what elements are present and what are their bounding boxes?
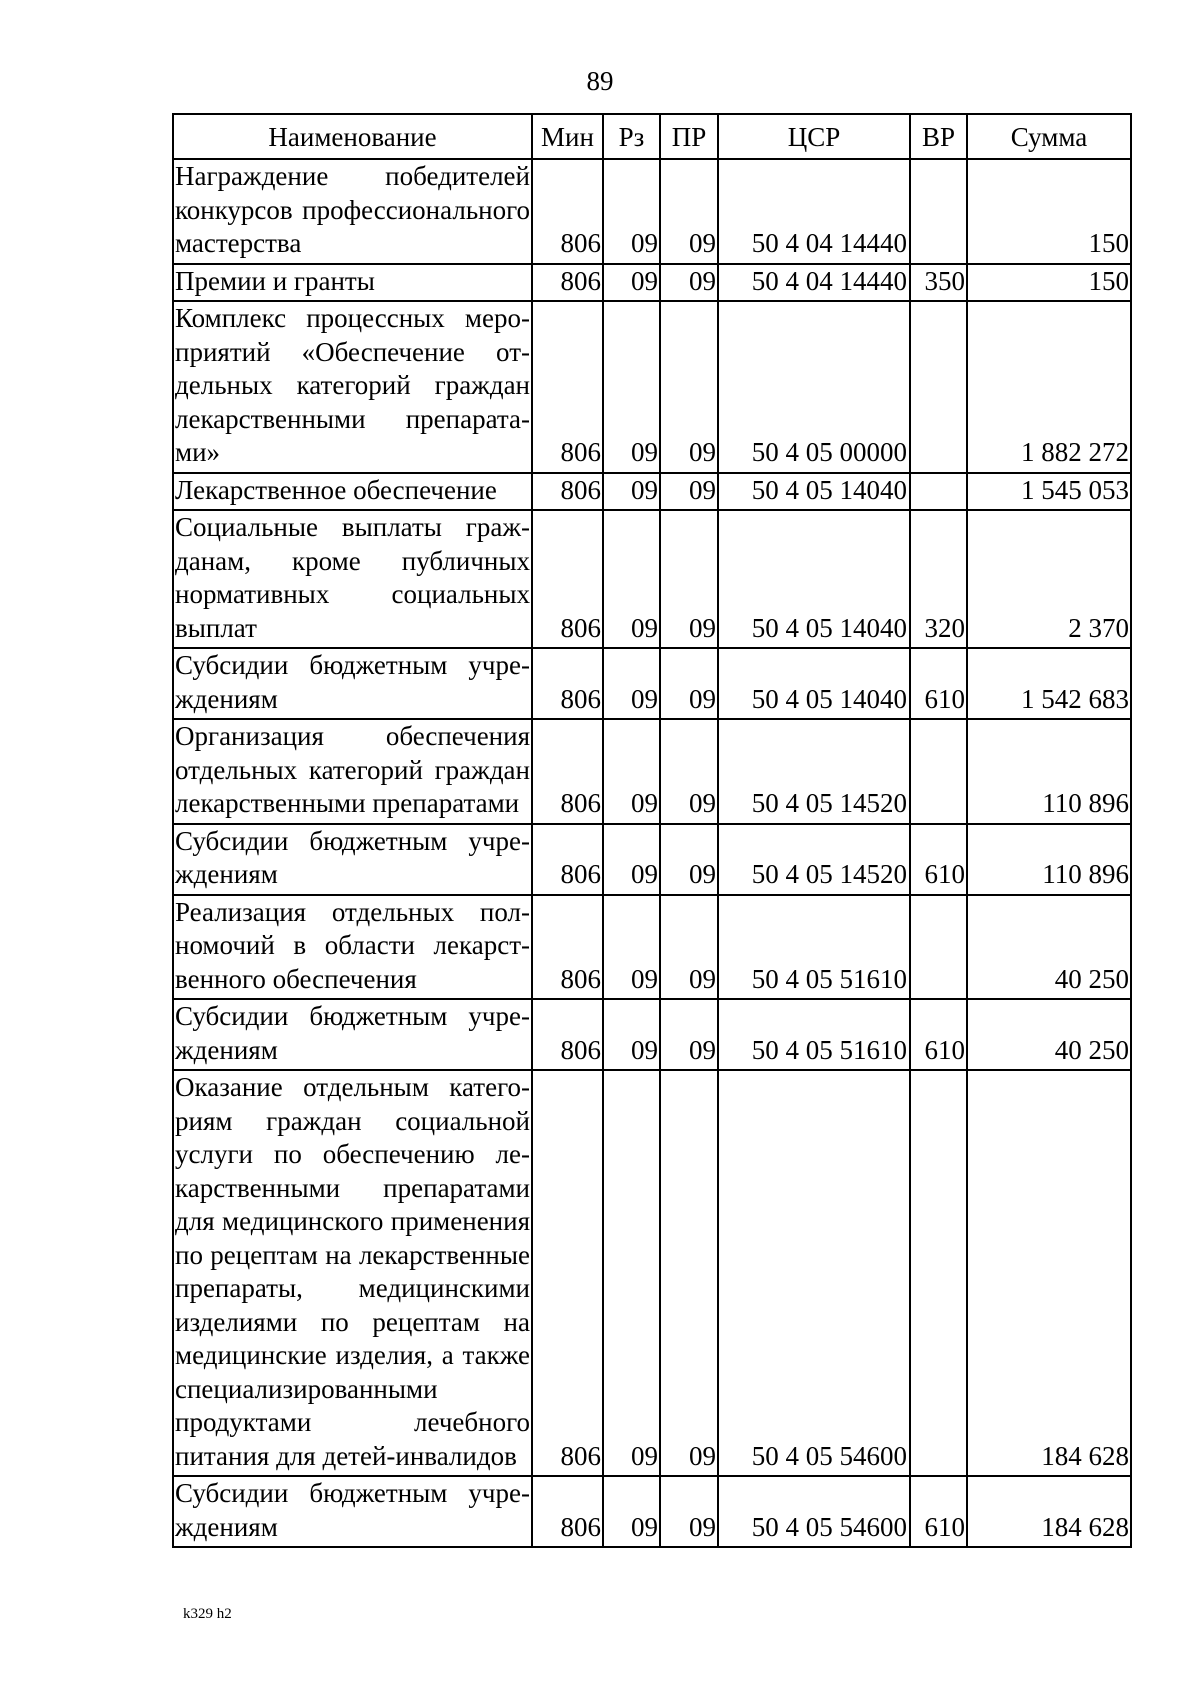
cell-sum: 1 542 683 <box>967 648 1131 719</box>
cell-min: 806 <box>532 648 603 719</box>
table-row <box>173 1476 1131 1547</box>
cell-sum: 184 628 <box>967 1476 1131 1547</box>
cell-csr: 50 4 05 14040 <box>718 648 910 719</box>
cell-min: 806 <box>532 264 603 302</box>
table-row <box>173 473 1131 511</box>
header-name: Наименование <box>173 114 532 159</box>
cell-rz: 09 <box>603 301 660 473</box>
cell-vr: 610 <box>910 999 967 1070</box>
cell-min: 806 <box>532 510 603 648</box>
cell-name: Субсидии бюджетным учреждениям <box>173 1476 532 1547</box>
cell-name: Лекарственное обеспечение <box>173 473 532 511</box>
cell-min: 806 <box>532 719 603 824</box>
cell-sum: 2 370 <box>967 510 1131 648</box>
cell-vr: 610 <box>910 824 967 895</box>
cell-vr <box>910 895 967 1000</box>
budget-table <box>172 113 1132 1548</box>
cell-rz: 09 <box>603 159 660 264</box>
cell-vr <box>910 301 967 473</box>
cell-rz: 09 <box>603 473 660 511</box>
cell-csr: 50 4 05 54600 <box>718 1070 910 1476</box>
cell-name: Организация обеспечения отдельных категорий граждан лекарственными препаратами <box>173 719 532 824</box>
cell-name: Оказание отдельным категориям граждан социальной услуги по обеспечению лекарственными препаратами для медицинского применения по рецептам на лекарственные препараты, медицинскими изделиями по рецептам на медицинские изделия, а также специализированными продуктами лечебного питания для детей-инвалидов <box>173 1070 532 1476</box>
cell-csr: 50 4 05 14040 <box>718 510 910 648</box>
cell-csr: 50 4 05 14520 <box>718 719 910 824</box>
cell-min: 806 <box>532 824 603 895</box>
cell-pr: 09 <box>660 510 718 648</box>
cell-name: Реализация отдельных полномочий в области лекарственного обеспечения <box>173 895 532 1000</box>
cell-csr: 50 4 04 14440 <box>718 264 910 302</box>
cell-min: 806 <box>532 473 603 511</box>
cell-csr: 50 4 04 14440 <box>718 159 910 264</box>
cell-csr: 50 4 05 54600 <box>718 1476 910 1547</box>
cell-vr: 610 <box>910 648 967 719</box>
cell-min: 806 <box>532 301 603 473</box>
cell-pr: 09 <box>660 824 718 895</box>
header-vr: ВР <box>910 114 967 159</box>
cell-pr: 09 <box>660 159 718 264</box>
cell-pr: 09 <box>660 719 718 824</box>
cell-sum: 110 896 <box>967 719 1131 824</box>
cell-sum: 110 896 <box>967 824 1131 895</box>
cell-pr: 09 <box>660 648 718 719</box>
cell-vr: 350 <box>910 264 967 302</box>
cell-rz: 09 <box>603 264 660 302</box>
cell-pr: 09 <box>660 999 718 1070</box>
cell-csr: 50 4 05 51610 <box>718 895 910 1000</box>
cell-name: Субсидии бюджетным учреждениям <box>173 648 532 719</box>
cell-pr: 09 <box>660 1476 718 1547</box>
cell-sum: 1 545 053 <box>967 473 1131 511</box>
table-row <box>173 159 1131 264</box>
table-row <box>173 824 1131 895</box>
table-row <box>173 301 1131 473</box>
cell-rz: 09 <box>603 824 660 895</box>
table-row <box>173 895 1131 1000</box>
cell-pr: 09 <box>660 895 718 1000</box>
cell-vr: 320 <box>910 510 967 648</box>
cell-vr <box>910 473 967 511</box>
cell-name: Социальные выплаты гражданам, кроме публичных нормативных социальных выплат <box>173 510 532 648</box>
header-csr: ЦСР <box>718 114 910 159</box>
cell-min: 806 <box>532 999 603 1070</box>
cell-name: Комплекс процессных мероприятий «Обеспечение отдельных категорий граждан лекарственными препаратами» <box>173 301 532 473</box>
cell-min: 806 <box>532 1476 603 1547</box>
page-number: 89 <box>586 66 614 96</box>
table-header <box>173 114 1131 159</box>
cell-rz: 09 <box>603 648 660 719</box>
cell-csr: 50 4 05 00000 <box>718 301 910 473</box>
cell-vr <box>910 159 967 264</box>
cell-vr <box>910 1070 967 1476</box>
table-row <box>173 264 1131 302</box>
cell-sum: 40 250 <box>967 895 1131 1000</box>
table-row <box>173 648 1131 719</box>
cell-pr: 09 <box>660 473 718 511</box>
cell-pr: 09 <box>660 264 718 302</box>
header-pr: ПР <box>660 114 718 159</box>
cell-csr: 50 4 05 51610 <box>718 999 910 1070</box>
cell-min: 806 <box>532 159 603 264</box>
cell-sum: 1 882 272 <box>967 301 1131 473</box>
footer-code: k329 h2 <box>183 1606 232 1622</box>
table-row <box>173 1070 1131 1476</box>
cell-name: Субсидии бюджетным учреждениям <box>173 999 532 1070</box>
cell-vr: 610 <box>910 1476 967 1547</box>
cell-pr: 09 <box>660 301 718 473</box>
cell-rz: 09 <box>603 895 660 1000</box>
cell-rz: 09 <box>603 510 660 648</box>
cell-sum: 150 <box>967 264 1131 302</box>
cell-vr <box>910 719 967 824</box>
table-row <box>173 999 1131 1070</box>
table-row <box>173 510 1131 648</box>
cell-min: 806 <box>532 1070 603 1476</box>
cell-rz: 09 <box>603 1476 660 1547</box>
cell-csr: 50 4 05 14520 <box>718 824 910 895</box>
table-body <box>173 159 1131 1547</box>
cell-csr: 50 4 05 14040 <box>718 473 910 511</box>
cell-sum: 40 250 <box>967 999 1131 1070</box>
header-sum: Сумма <box>967 114 1131 159</box>
header-row <box>173 114 1131 159</box>
cell-name: Субсидии бюджетным учреждениям <box>173 824 532 895</box>
header-rz: Рз <box>603 114 660 159</box>
cell-sum: 184 628 <box>967 1070 1131 1476</box>
cell-rz: 09 <box>603 719 660 824</box>
cell-min: 806 <box>532 895 603 1000</box>
cell-rz: 09 <box>603 999 660 1070</box>
cell-name: Награждение победителей конкурсов профессионального мастерства <box>173 159 532 264</box>
table-row <box>173 719 1131 824</box>
header-min: Мин <box>532 114 603 159</box>
cell-rz: 09 <box>603 1070 660 1476</box>
cell-sum: 150 <box>967 159 1131 264</box>
cell-pr: 09 <box>660 1070 718 1476</box>
cell-name: Премии и гранты <box>173 264 532 302</box>
